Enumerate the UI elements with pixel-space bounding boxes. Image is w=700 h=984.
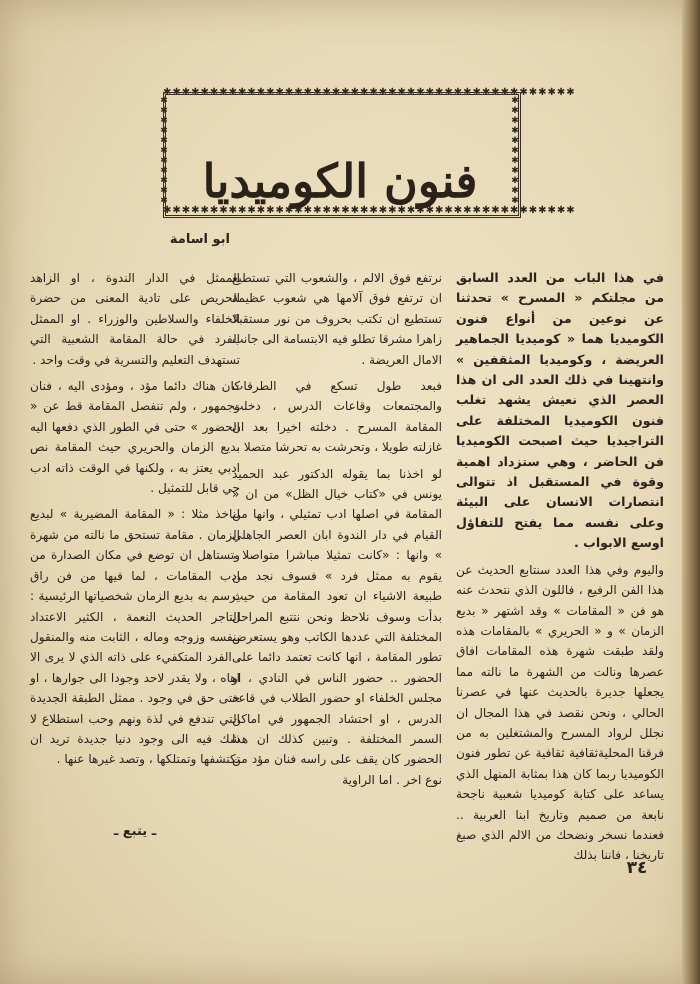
paragraph: نرتفع فوق الالم ، والشعوب التي تستطيع ان ترتفع فوق آلامها هي شعوب عظيمة تستطيع ان تكتب بحروف من نور مستقبلا زاهرا مشرقا تطلو فيه الابتسامة الى جانب الامال العريضة . [232, 271, 442, 367]
intro-paragraph: في هذا الباب من العدد السابق من مجلتكم « المسرح » تحدثنا عن نوعين من أنواع فنون الكوميديا هما « كوميديا الجماهير العريضة ، وكوميديا المثقفين » وانتهينا في ذلك العدد الى ان هذا العصر الذي نعيش يشهد تغلب فنون الكوميديا المختلفة على التراجيديا حيث اصبحت الكوميديا فن الحاضر ، وهي ستزداد اهمية وقوة في المستقبل اذ تتوالى انتصارات الانسان على البيئة وعلى نفسه مما يفتح للتفاؤل اوسع الابواب . [456, 270, 664, 551]
title-frame-stars-top: ✱✱✱✱✱✱✱✱✱✱✱✱✱✱✱✱✱✱✱✱✱✱✱✱✱✱✱✱✱✱✱✱✱✱✱✱✱✱✱✱✱✱✱✱ [163, 87, 576, 98]
title-frame-stars-bottom: ✱✱✱✱✱✱✱✱✱✱✱✱✱✱✱✱✱✱✱✱✱✱✱✱✱✱✱✱✱✱✱✱✱✱✱✱✱✱✱✱✱✱✱✱ [163, 205, 576, 216]
page-number: ٣٤ [626, 858, 648, 878]
paragraph: لناخذ مثلا : « المقامة المضيرية » لبديع الزمان . مقامة تستحق ما نالته من شهرة وتستاهل ان توضع في مكان الصدارة من ادب المقامات ، لما فيها من فن راق يرسم به بديع الزمان شخصياتها الرئيسية : التاجر الحديث النعمة ، الكثير الاعتداد بنفسه وزوجه وماله ، الثابت منه والمنقول . الفرد المتكفيء على ذاته الذي لا يرى الا اهاه ، ولا يقدر لاحد وجودا الى جوارها ، او حتى حق في وجود . ممثل الطبقة الجديدة التي تندفع في لذة ونهم وحب استطلاع لا شك فيه الى وجود دنيا جديدة تريد ان تكتشفها وتمتلكها ، وتصد غيرها عنها . [30, 507, 240, 767]
paragraph: الممثل في الدار الندوة ، او الزاهد الحريص على تادية المعنى من حضرة الخلفاء والسلاطين والوزراء . او الممثل الفرد في حالة المقامة الشعبية التي تستهدف التعليم والتسرية في وقت واحد . [30, 271, 240, 367]
text-column-right [456, 268, 664, 863]
text-column-left [30, 268, 240, 848]
text-column-middle [232, 268, 442, 848]
title-frame-stars-left: ✱ ✱ ✱ ✱ ✱ ✱ ✱ ✱ ✱ ✱ ✱ [160, 96, 168, 206]
author-byline: ابو اسامة [169, 232, 230, 247]
paragraph: لو اخذنا بما يقوله الدكتور عبد الحميد يونس في «كتاب خيال الظل» من ان « المقامة في اصلها ادب تمثيلي ، وانها من القيام في دار الندوة ابان العصر الجاهلي » وانها : «كانت تمثيلا مباشرا متواصلا ، يقوم به ممثل فرد » فسوف نجد من طبيعة الاشياء ان تعود المقامة من حيث بدأت وسوف نلاحظ ونحن نتتبع المراحل المختلفة التي عددها الكاتب وهو يستعرض تطور المقامة ، انها كانت تعتمد دائما على الحضور .. حضور الناس في النادي ، او مجلس الخلفاء او حضور الطلاب في قاعة الدرس ، او احتشاد الجمهور في اماكن السمر المختلفة . وتبين كذلك ان هذا الحضور كان يقف على راسه فنان مؤد من نوع اخر . اما الراوية [232, 466, 442, 787]
page-binding-edge [682, 0, 700, 984]
paragraph: فبعد طول تسكع في الطرقات والمجتمعات وقاعات الدرس ، دخلت المقامة المسرح . دخلته اخيرا بعد ان غازلته طويلا ، وتحرشت به تحرشا متصلا . [232, 379, 442, 455]
to-be-continued-label: ـ يتبع ـ [113, 824, 157, 839]
paragraph: واليوم وفي هذا العدد سنتابع الحديث عن هذا الفن الرفيع ، فاللون الذي نتحدث عنه هو فن « المقامات » وقد اشتهر « بديع الزمان » و « الحريري » بالمقامات هذه ولقد طبقت شهرة هذه المقامات افاق عصرها ونالت من الشهرة ما نالته مما يجعلها جديرة بالحديث عنها في عصرنا الحالي ، ونحن نقصد في هذا المجال ان نجلل لرواد المسرح والمشتغلين به من فرقنا المحليةثقافية ثقافية عن تطور فنون الكوميديا ربما كان هذا بمثابة المنهل الذي يساعد على كتابة كوميديا شعبية ناجحة نابعة من صميم وتاريخ ابنا العربية .. فعندما نسخر ونضحك من الالم الذي صبغ تاريخنا ، فاننا بذلك [456, 562, 664, 863]
paragraph: كان هناك دائما مؤد ، ومؤدى اليه ، فنان وجمهور ، ولم تنفصل المقامة قط عن « الحضور » حتى في الطور الذي دفعها اليه بديع الزمان والحريري حيث المقامة نص ادبي يعتز به ، ولكنها في الوقت ذاته ادب حي قابل للتمثيل . [30, 379, 240, 496]
title-frame-stars-right: ✱ ✱ ✱ ✱ ✱ ✱ ✱ ✱ ✱ ✱ ✱ [511, 96, 519, 206]
article-title: فنون الكوميديا [202, 153, 478, 208]
